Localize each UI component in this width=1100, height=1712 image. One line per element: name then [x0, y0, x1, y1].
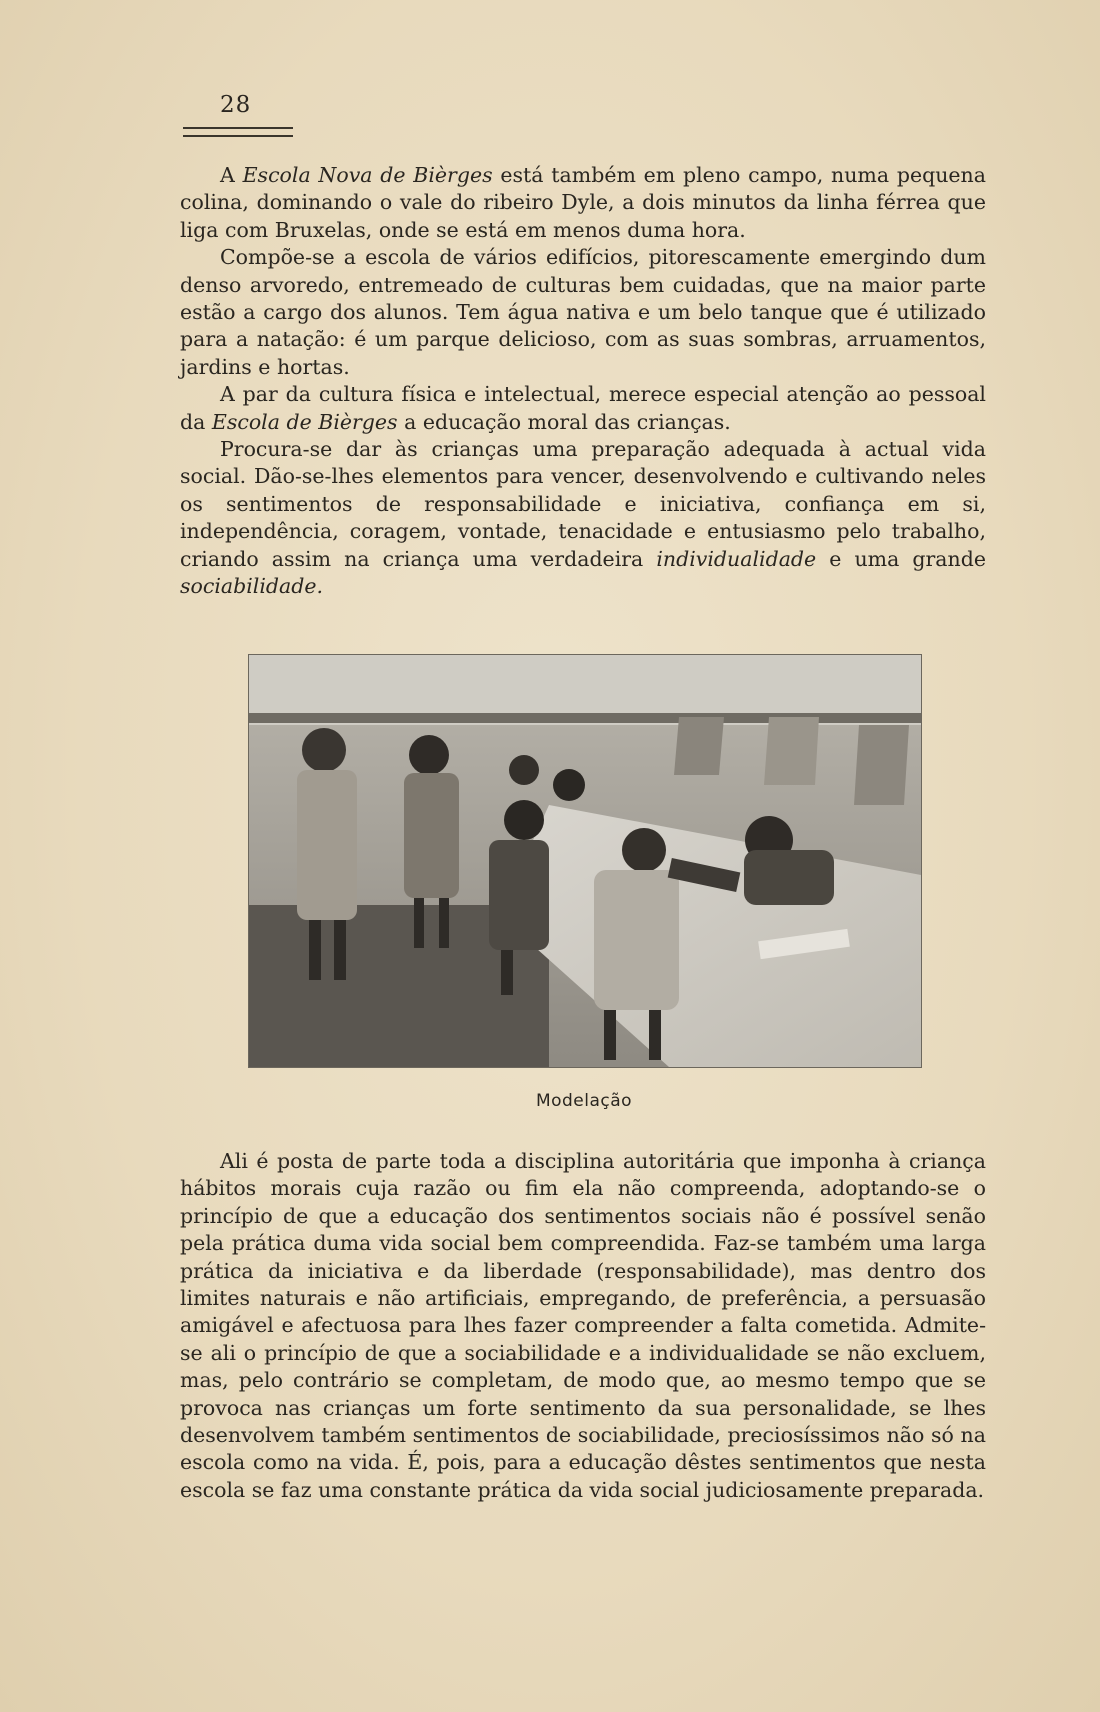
classroom-photo	[248, 654, 922, 1068]
text-run: Compõe-se a escola de vários edifícios, pitorescamente emergindo dum denso arvoredo, entremeado de culturas bem cuidadas, que na maior parte estão a cargo dos alunos. Tem água nativa e um belo tanque que é utilizado para a natação: é um parque delicioso, com as suas sombras, arruamentos, jardins e hortas.	[180, 245, 986, 379]
top-text-block	[180, 162, 986, 601]
text-run: A	[220, 163, 243, 187]
hanging-board-1	[674, 717, 724, 775]
text-run: está também em pleno campo, numa pequena colina, dominando o vale do ribeiro Dyle, a dois minutos da linha férrea que liga com Bruxelas, onde se está em menos duma hora.	[180, 163, 986, 242]
page-number: 28	[220, 92, 252, 118]
paragraph	[180, 436, 986, 600]
hanging-board-2	[764, 717, 819, 785]
italic-run: sociabilidade.	[180, 574, 324, 599]
italic-run: individualidade	[656, 546, 817, 571]
hanging-board-3	[854, 725, 909, 805]
text-run: Ali é posta de parte toda a disciplina autoritária que imponha à criança hábitos morais cuja razão ou fim ela não compreenda, adoptando-se o princípio de que a educação dos sentimentos sociais não é possível senão pela prática duma vida social bem compreendida. Faz-se também uma larga prática da iniciativa e da liberdade (responsabilidade), mas dentro dos limites naturais e não artificiais, empregando, de preferência, a persuasão amigável e afectuosa para lhes fazer compreender a falta cometida. Admite-se ali o princípio de que a sociabilidade e a individualidade se não excluem, mas, pelo contrário se completam, de modo que, ao mesmo tempo que se provoca nas crianças um forte sentimento da sua personalidade, se lhes desenvolvem também sentimentos de sociabilidade, preciosíssimos não só na escola como na vida. É, pois, para a educação dêstes sentimentos que nesta escola se faz uma constante prática da vida social judiciosamente preparada.	[180, 1149, 986, 1502]
text-run: e uma grande	[816, 546, 986, 571]
italic-run: Escola de Bièrges	[211, 409, 398, 434]
shelf-rail	[249, 713, 921, 723]
text-run: a educação moral das crianças.	[397, 409, 731, 434]
paragraph	[180, 244, 986, 381]
paragraph	[180, 381, 986, 436]
paragraph	[180, 162, 986, 244]
bottom-text-block	[180, 1148, 986, 1504]
text-run: Procura-se dar às crianças uma preparação adequada à actual vida social. Dão-se-lhes elementos para vencer, desenvolvendo e cultivando neles os sentimentos de responsabilidade e iniciativa, confiança em si, independência, coragem, vontade, tenacidade e entusiasmo pelo trabalho, criando assim na criança uma verdadeira	[180, 437, 986, 571]
header-double-rule	[183, 127, 293, 137]
paragraph	[180, 1148, 986, 1504]
italic-run: Escola Nova de Bièrges	[242, 163, 493, 187]
text-run: A par da cultura física e intelectual, merece especial atenção ao pessoal da	[180, 382, 986, 434]
photo-caption: Modelação	[535, 1091, 633, 1111]
